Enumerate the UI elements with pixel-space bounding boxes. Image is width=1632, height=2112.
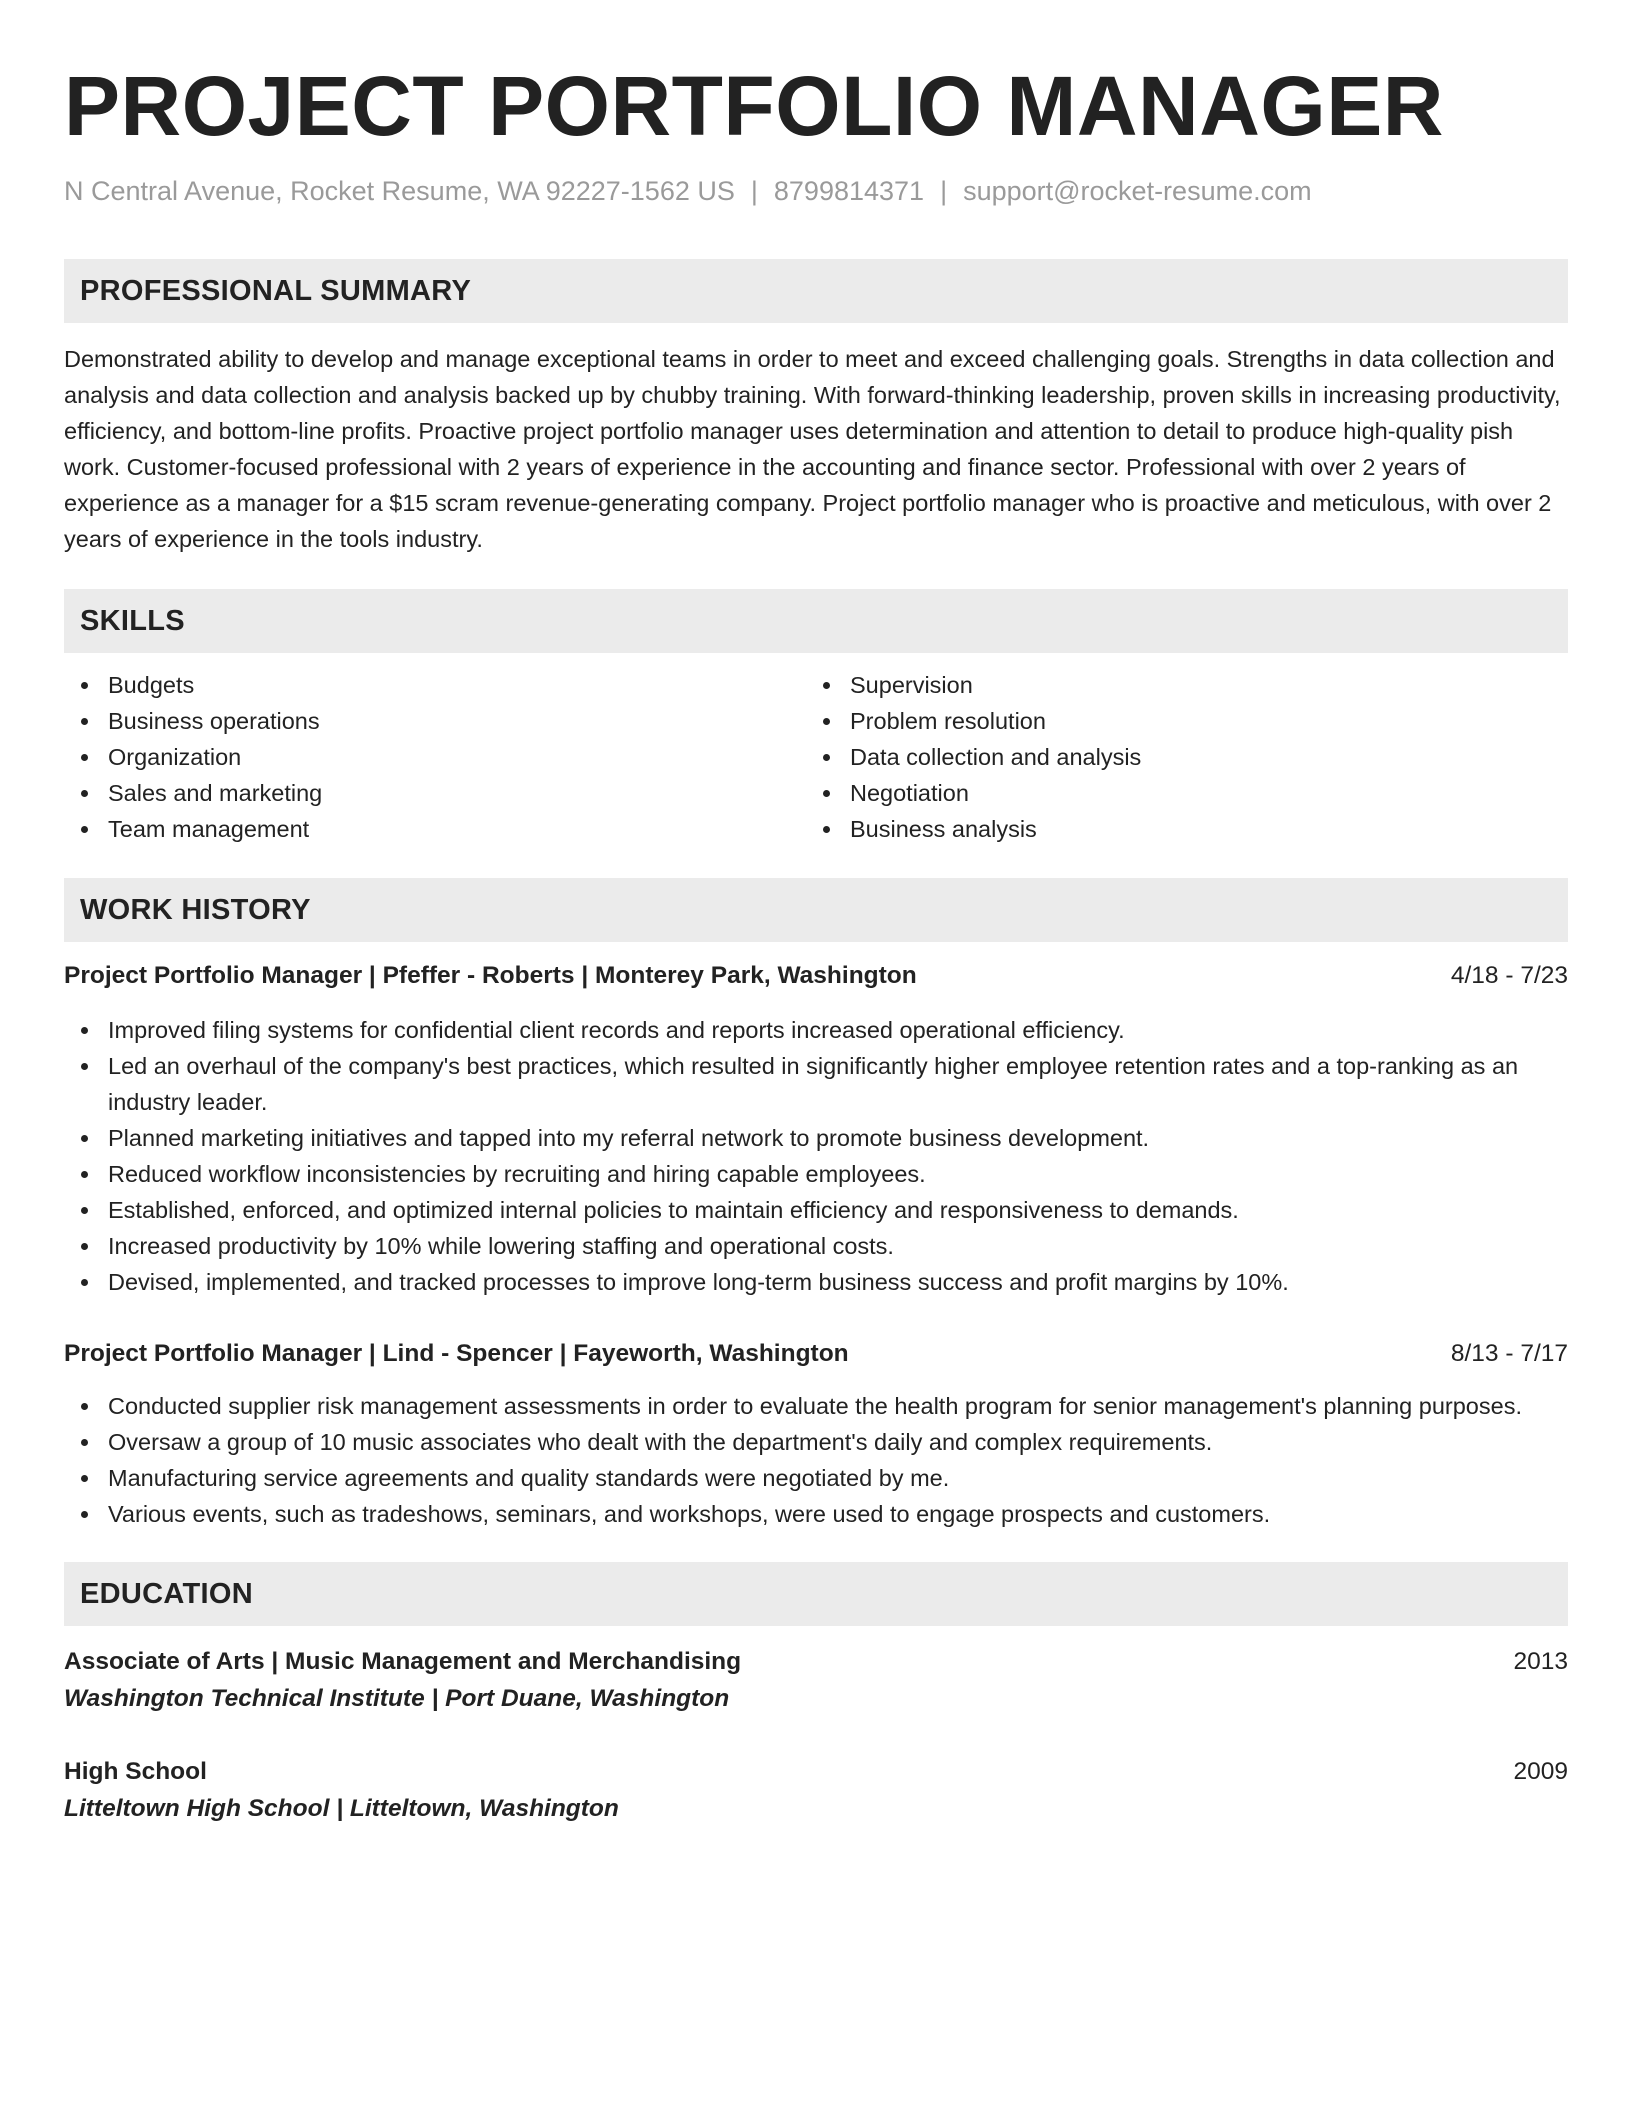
skill-item: Data collection and analysis: [806, 739, 1548, 775]
job-bullet: Improved filing systems for confidential client records and reports increased operational efficiency.: [64, 1012, 1568, 1048]
candidate-name: PROJECT PORTFOLIO MANAGER: [64, 59, 1444, 153]
job-bullet: Devised, implemented, and tracked processes to improve long-term business success and profit margins by 10%.: [64, 1264, 1568, 1300]
education-details: [64, 1644, 741, 1718]
job-bullet: Conducted supplier risk management assessments in order to evaluate the health program for senior management's planning purposes.: [64, 1388, 1568, 1424]
job-entry: [64, 958, 1568, 1300]
job-title: Project Portfolio Manager | Lind - Spencer | Fayeworth, Washington: [64, 1340, 849, 1367]
contact-separator: |: [940, 176, 948, 206]
skill-item: Business operations: [64, 703, 806, 739]
job-bullets: [64, 1388, 1568, 1532]
section-header-work-history: [64, 878, 1568, 942]
job-bullets: [64, 1012, 1568, 1300]
skill-item: Business analysis: [806, 811, 1548, 847]
skill-item: Negotiation: [806, 775, 1548, 811]
contact-line: [64, 174, 1568, 208]
education-details: [64, 1754, 619, 1828]
job-header: [64, 1336, 1568, 1372]
job-bullet: Planned marketing initiatives and tapped into my referral network to promote business development.: [64, 1120, 1568, 1156]
section-title-skills: SKILLS: [80, 604, 185, 637]
contact-phone: 8799814371: [773, 176, 925, 206]
job-bullet: Manufacturing service agreements and quality standards were negotiated by me.: [64, 1460, 1568, 1496]
job-bullet: Led an overhaul of the company's best practices, which resulted in significantly higher employee retention rates and a top-ranking as an industry leader.: [64, 1048, 1568, 1120]
skill-item: Supervision: [806, 667, 1548, 703]
skill-item: Organization: [64, 739, 806, 775]
education-degree: High School: [64, 1758, 207, 1785]
job-header: [64, 958, 1568, 994]
skills-column-left: [64, 667, 806, 847]
job-bullet: Increased productivity by 10% while lowering staffing and operational costs.: [64, 1228, 1568, 1264]
education-institution: Washington Technical Institute | Port Duane, Washington: [64, 1685, 730, 1712]
summary-text: Demonstrated ability to develop and manage exceptional teams in order to meet and exceed challenging goals. Strengths in data collection and analysis and data collection and analysis backed up by chubby training. With forward-thinking leadership, proven skills in increasing productivity, efficiency, and bottom-line profits. Proactive project portfolio manager uses determination and attention to detail to produce high-quality pish work. Customer-focused professional with 2 years of experience in the accounting and finance sector. Professional with over 2 years of experience as a manager for a $15 scram revenue-generating company. Project portfolio manager who is proactive and meticulous, with over 2 years of experience in the tools industry.: [64, 346, 1561, 552]
section-header-summary: [64, 259, 1568, 323]
job-bullet: Various events, such as tradeshows, seminars, and workshops, were used to engage prospects and customers.: [64, 1496, 1568, 1532]
skill-item: Problem resolution: [806, 703, 1548, 739]
contact-separator: |: [750, 176, 758, 206]
skills-list: [64, 667, 1568, 847]
resume-page: [64, 58, 1568, 1828]
skill-item: Sales and marketing: [64, 775, 806, 811]
education-degree: Associate of Arts | Music Management and Merchandising: [64, 1648, 742, 1675]
education-entry: [64, 1644, 1568, 1718]
job-bullet: Reduced workflow inconsistencies by recruiting and hiring capable employees.: [64, 1156, 1568, 1192]
skill-item: Budgets: [64, 667, 806, 703]
skills-column-right: [806, 667, 1548, 847]
education-year: 2009: [1513, 1758, 1568, 1785]
education-institution: Litteltown High School | Litteltown, Washington: [64, 1795, 619, 1822]
section-header-skills: [64, 589, 1568, 653]
contact-address: N Central Avenue, Rocket Resume, WA 92227-1562 US: [64, 176, 735, 206]
job-title: Project Portfolio Manager | Pfeffer - Roberts | Monterey Park, Washington: [64, 962, 917, 989]
skill-item: Team management: [64, 811, 806, 847]
job-bullet: Established, enforced, and optimized internal policies to maintain efficiency and responsiveness to demands.: [64, 1192, 1568, 1228]
education-year: 2013: [1513, 1648, 1568, 1675]
section-title-work-history: WORK HISTORY: [80, 893, 311, 926]
job-dates: 4/18 - 7/23: [1450, 962, 1568, 989]
job-entry: [64, 1336, 1568, 1532]
education-entry: [64, 1754, 1568, 1828]
job-dates: 8/13 - 7/17: [1450, 1340, 1568, 1367]
job-bullet: Oversaw a group of 10 music associates who dealt with the department's daily and complex requirements.: [64, 1424, 1568, 1460]
contact-email: support@rocket-resume.com: [963, 176, 1312, 206]
section-header-education: [64, 1562, 1568, 1626]
section-title-education: EDUCATION: [80, 1577, 253, 1610]
section-title-summary: PROFESSIONAL SUMMARY: [80, 274, 472, 307]
